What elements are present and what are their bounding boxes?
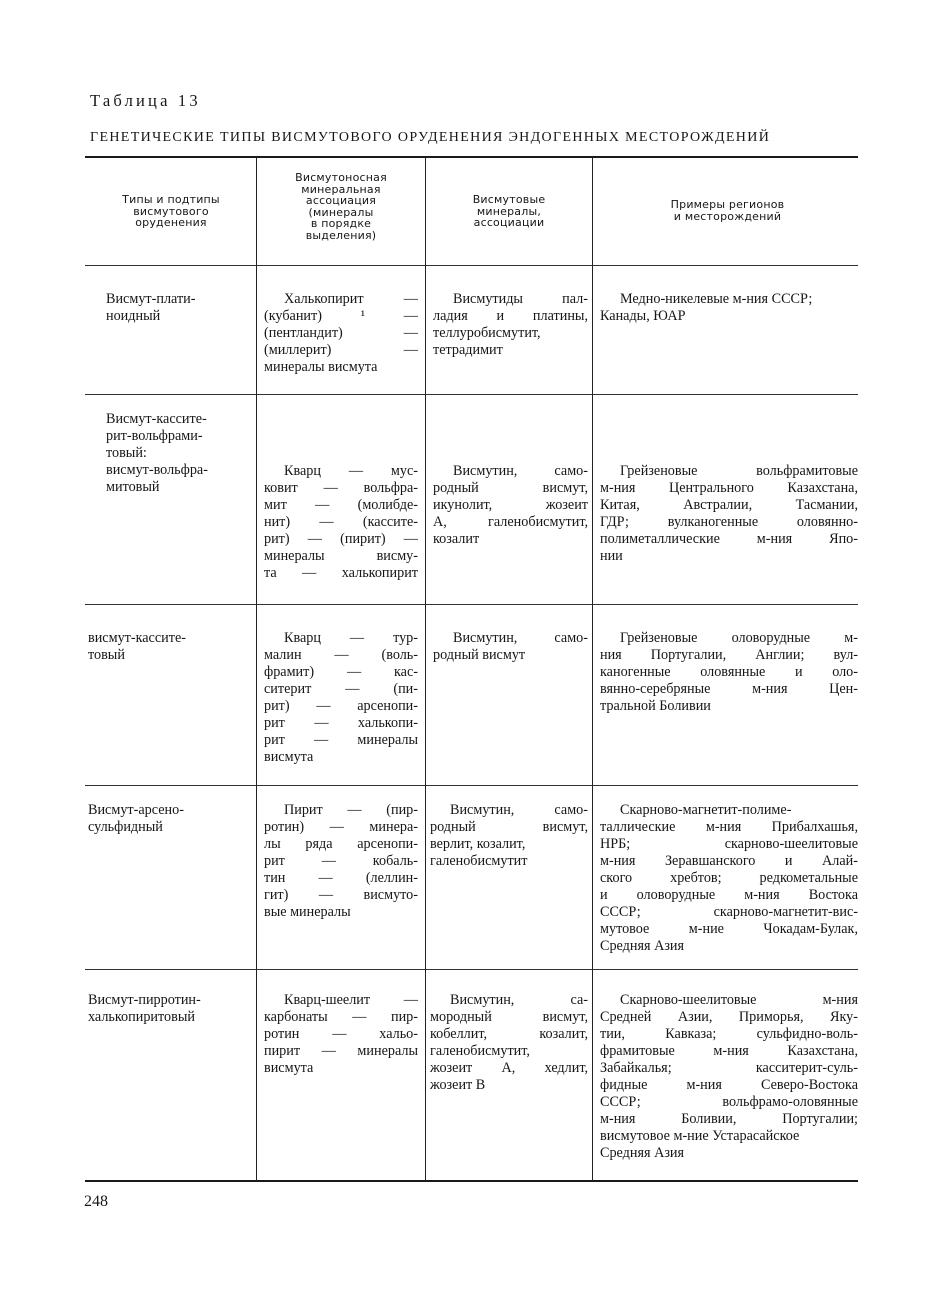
top-rule	[85, 156, 858, 158]
row-separator	[85, 969, 858, 970]
header-minerals: Висмутовые минералы, ассоциации	[472, 193, 546, 230]
table-title: ГЕНЕТИЧЕСКИЕ ТИПЫ ВИСМУТОВОГО ОРУДЕНЕНИЯ ЭНДОГЕННЫХ МЕСТОРОЖДЕНИЙ	[90, 130, 771, 145]
row-separator	[85, 394, 858, 395]
row-minerals-cell: Висмутин, само- родный висмут	[433, 630, 588, 663]
row-examples-cell: Скарново-шеелитовые м-ния Средней Азии, Приморья, Яку- тии, Кавказа; сульфидно-воль- фрамитовые м-ния Казахстана, Забайкалья; касситерит-суль- фидные м-ния Северо-Востока СССР; вольфрамо-оловянные м-ния Боливии, Португалии; висмутовое м-ние Устарасайское Средняя Азия	[600, 992, 858, 1161]
row-type-cell: Висмут-кассите- рит-вольфрами- товый: висмут-вольфра- митовый	[106, 411, 208, 495]
row-type-cell: висмут-кассите- товый	[88, 630, 186, 663]
row-association-cell: Халькопирит — (кубанит) ¹ — (пентландит) — (миллерит) — минералы висмута	[264, 291, 418, 375]
row-minerals-cell: Висмутин, само- родный висмут, верлит, козалит, галенобисмутит	[430, 802, 588, 869]
row-minerals-cell: Висмутин, само- родный висмут, икунолит, жозеит А, галенобисмутит, козалит	[433, 463, 588, 547]
table-label: Таблица 13	[90, 91, 201, 110]
row-separator	[85, 604, 858, 605]
row-examples-cell: Медно-никелевые м-ния СССР; Канады, ЮАР	[600, 291, 813, 324]
header-separator	[85, 265, 858, 266]
row-association-cell: Пирит — (пир- ротин) — минера- лы ряда арсенопи- рит — кобаль- тин — (леллин- гит) — висмуто- вые минералы	[264, 802, 418, 920]
row-association-cell: Кварц — тур- малин — (воль- фрамит) — кас- ситерит — (пи- рит) — арсенопи- рит — халькопи- рит — минералы висмута	[264, 630, 418, 765]
row-examples-cell: Скарново-магнетит-полиме- таллические м-ния Прибалхашья, НРБ; скарново-шеелитовые м-ния Зеравшанского и Алай- ского хребтов; редкометальные и оловорудные м-ния Востока СССР; скарново-магнетит-вис- мутовое м-ние Чокадам-Булак, Средняя Азия	[600, 802, 858, 954]
header-type: Типы и подтипы висмутового оруденения	[122, 193, 220, 230]
header-association: Висмутоносная минеральная ассоциация (минералы в порядке выделения)	[295, 171, 387, 242]
header-examples: Примеры регионов и месторождений	[670, 198, 785, 223]
row-examples-cell: Грейзеновые оловорудные м- ния Португалии, Англии; вул- каногенные оловянные и оло- вянно-серебряные м-ния Цен- тральной Боливии	[600, 630, 858, 714]
column-divider	[592, 157, 593, 1181]
row-minerals-cell: Висмутиды пал- ладия и платины, теллуробисмутит, тетрадимит	[433, 291, 588, 358]
column-divider	[256, 157, 257, 1181]
row-separator	[85, 785, 858, 786]
row-type-cell: Висмут-пирротин- халькопиритовый	[88, 992, 201, 1025]
row-association-cell: Кварц-шеелит — карбонаты — пир- ротин — хальо- пирит — минералы висмута	[264, 992, 418, 1076]
bottom-rule	[85, 1180, 858, 1182]
column-divider	[425, 157, 426, 1181]
row-examples-cell: Грейзеновые вольфрамитовые м-ния Центрального Казахстана, Китая, Австралии, Тасмании, ГДР; вулканогенные оловянно- полиметаллические м-ния Япо- нии	[600, 463, 858, 564]
row-type-cell: Висмут-плати- ноидный	[106, 291, 196, 324]
row-type-cell: Висмут-арсено- сульфидный	[88, 802, 184, 835]
row-association-cell: Кварц — мус- ковит — вольфра- мит — (молибде- нит) — (кассите- рит) — (пирит) — минералы висму- та — халькопирит	[264, 463, 418, 581]
row-minerals-cell: Висмутин, са- мородный висмут, кобеллит, козалит, галенобисмутит, жозеит А, хедлит, жозеит В	[430, 992, 588, 1093]
page-number: 248	[84, 1193, 108, 1210]
